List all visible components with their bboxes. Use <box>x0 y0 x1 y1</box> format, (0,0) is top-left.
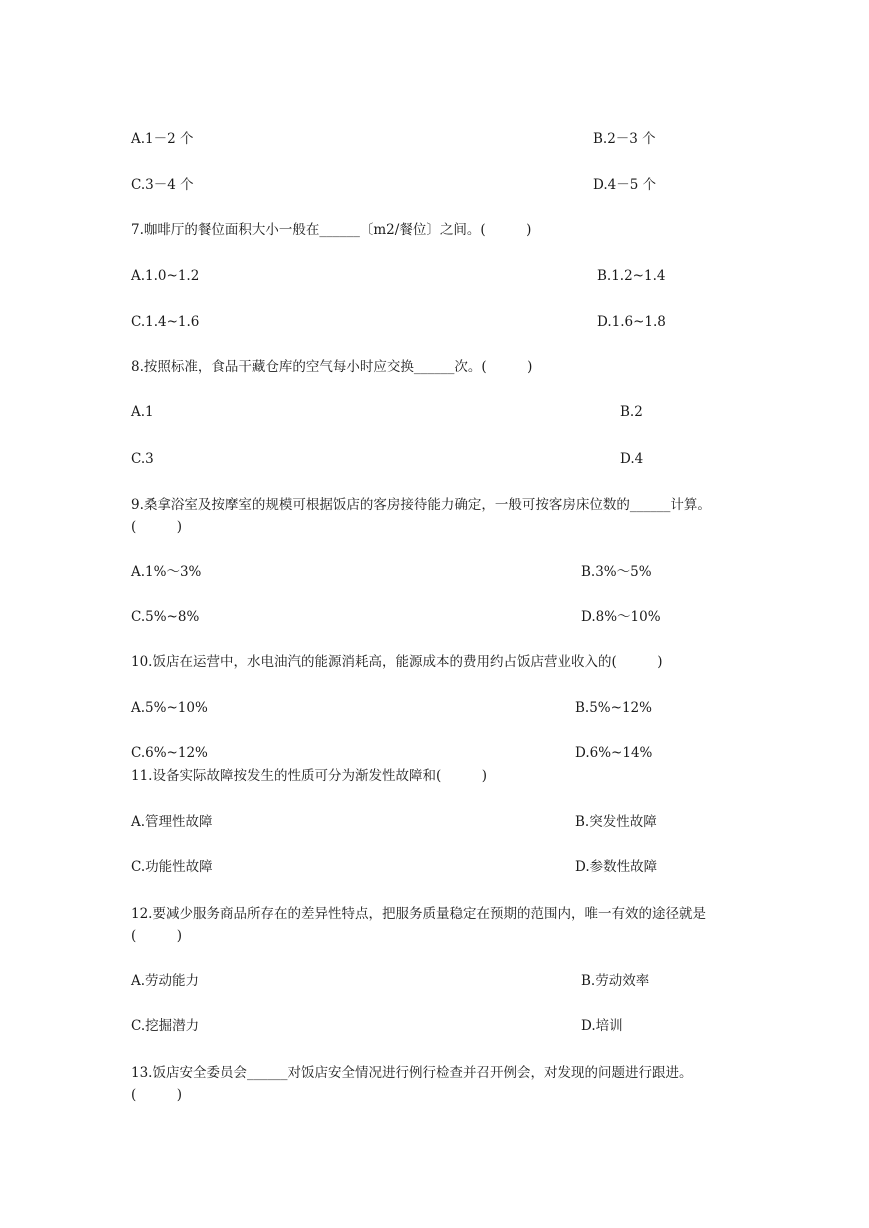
q10-option-c: C.6%~12% <box>131 745 208 761</box>
q8-option-a: A.1 <box>131 404 154 420</box>
q11-question: 11.设备实际故障按发生的性质可分为渐发性故障和( ) <box>131 768 488 784</box>
q11-option-b: B.突发性故障 <box>575 814 657 830</box>
q7-question: 7.咖啡厅的餐位面积大小一般在______〔m2/餐位〕之间。( ) <box>131 222 532 238</box>
q13-question: 13.饭店安全委员会______对饭店安全情况进行例行检查并召开例会，对发现的问题进行跟进。( ) <box>131 1065 693 1103</box>
q6-option-b: B.2－3 个 <box>593 131 656 147</box>
q9-option-b: B.3%～5% <box>581 564 652 580</box>
q7-option-b: B.1.2~1.4 <box>597 268 666 284</box>
q7-option-d: D.1.6~1.8 <box>597 314 666 330</box>
q9-question: 9.桑拿浴室及按摩室的规模可根据饭店的客房接待能力确定，一般可按客房床位数的______计算。( ) <box>131 497 711 535</box>
q7-option-c: C.1.4~1.6 <box>131 314 200 330</box>
q11-option-c: C.功能性故障 <box>131 859 213 875</box>
q10-option-a: A.5%~10% <box>131 700 208 716</box>
q9-option-d: D.8%～10% <box>581 609 661 625</box>
q11-option-a: A.管理性故障 <box>131 814 213 830</box>
q10-question: 10.饭店在运营中，水电油汽的能源消耗高，能源成本的费用约占饭店营业收入的( ) <box>131 654 663 670</box>
q11-option-d: D.参数性故障 <box>575 859 658 875</box>
q6-option-a: A.1－2 个 <box>131 131 194 147</box>
q8-option-d: D.4 <box>620 451 644 467</box>
q12-question: 12.要减少服务商品所存在的差异性特点，把服务质量稳定在预期的范围内，唯一有效的途径就是( ) <box>131 906 706 944</box>
q7-option-a: A.1.0~1.2 <box>131 268 200 284</box>
q12-option-c: C.挖掘潜力 <box>131 1018 200 1034</box>
q9-option-a: A.1%～3% <box>131 564 202 580</box>
q12-option-a: A.劳动能力 <box>131 973 200 989</box>
q9-option-c: C.5%~8% <box>131 609 200 625</box>
q6-option-d: D.4－5 个 <box>593 177 657 193</box>
q12-option-d: D.培训 <box>581 1018 623 1034</box>
q8-option-b: B.2 <box>620 404 643 420</box>
q12-option-b: B.劳动效率 <box>581 973 650 989</box>
q6-option-c: C.3－4 个 <box>131 177 194 193</box>
q10-option-b: B.5%~12% <box>575 700 652 716</box>
q10-option-d: D.6%~14% <box>575 745 653 761</box>
q8-question: 8.按照标准，食品干藏仓库的空气每小时应交换______次。( ) <box>131 359 533 375</box>
q8-option-c: C.3 <box>131 451 154 467</box>
